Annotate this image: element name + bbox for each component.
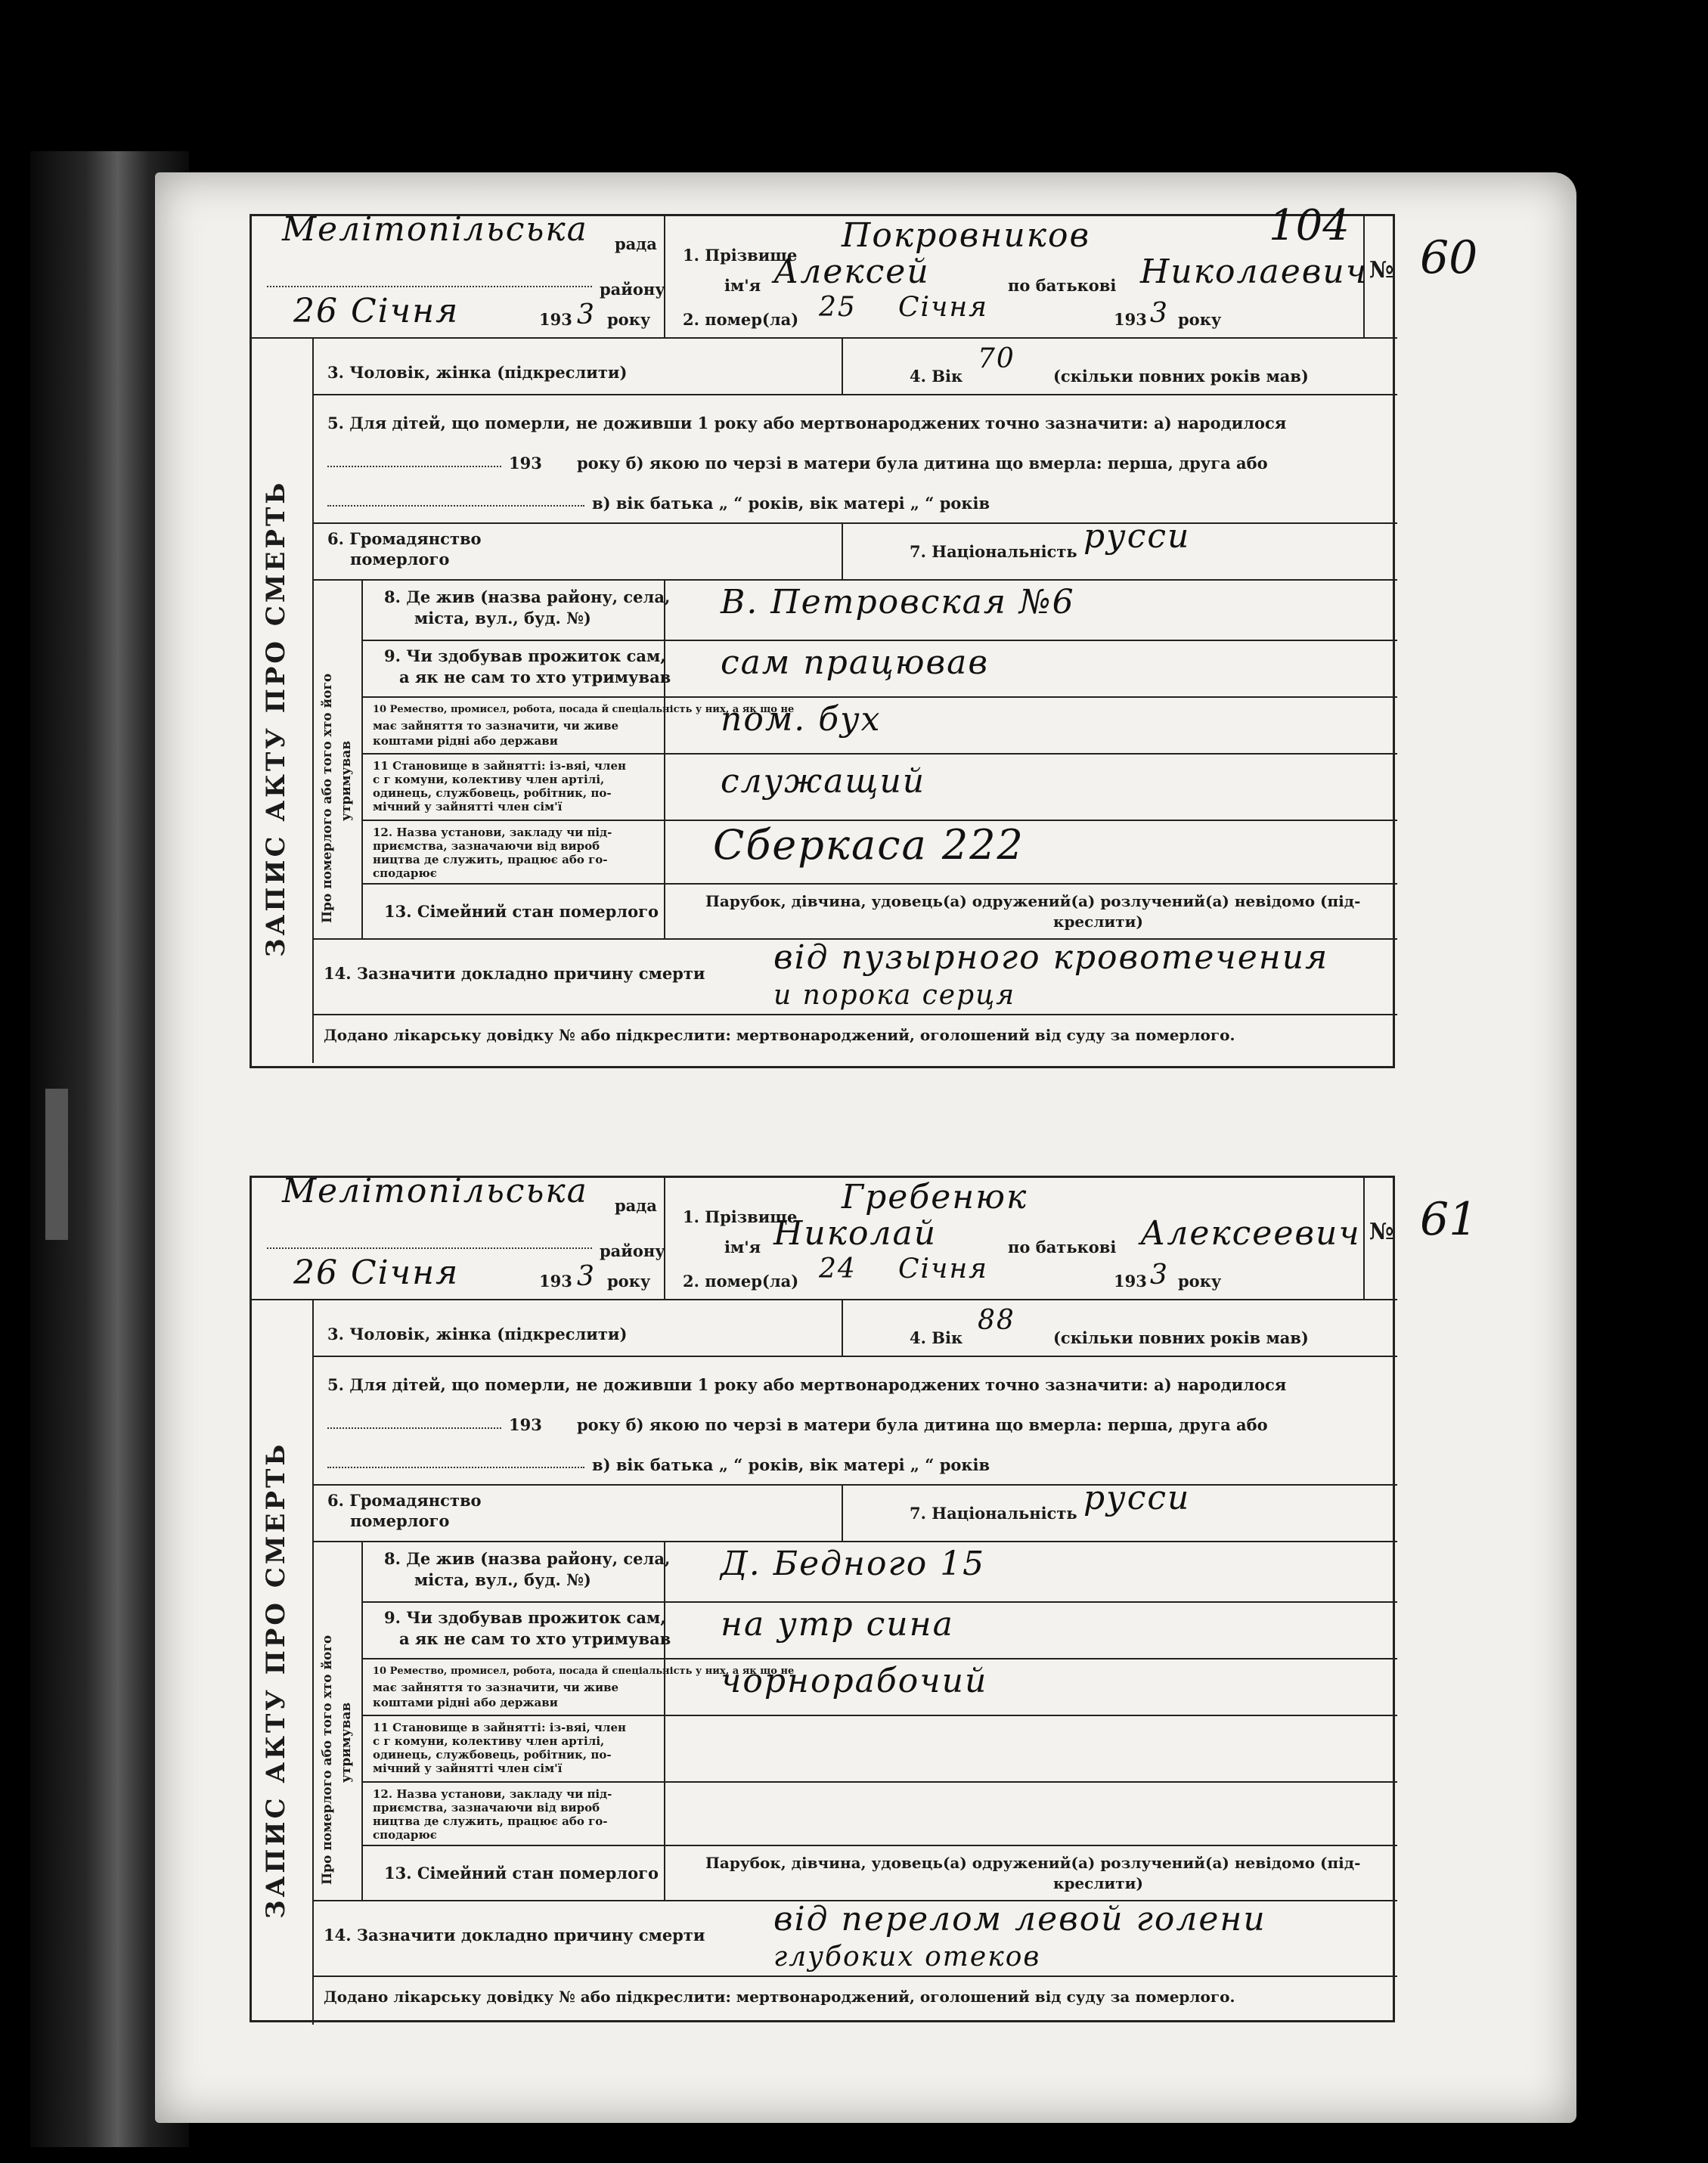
cause-handwriting-1: від перелом левой голени bbox=[773, 1900, 1266, 1938]
status-label-b: с г комуни, колективу член артілі, bbox=[373, 1734, 605, 1748]
child-question-line1: 5. Для дітей, що померли, не доживши 1 року або мертвонароджених точно зазначити: а) народилося bbox=[327, 1375, 1287, 1394]
age-suffix: (скільки повних років мав) bbox=[1053, 367, 1309, 386]
status-label-b: с г комуни, колективу член артілі, bbox=[373, 773, 605, 786]
year-prefix: 193 bbox=[539, 1272, 572, 1291]
marital-options-b: креслити) bbox=[1053, 913, 1143, 931]
nationality-label: 7. Національність bbox=[910, 542, 1077, 561]
certificate-footer: Додано лікарську довідку № або підкреслити: мертвонароджений, оголошений від суду за померлого. bbox=[324, 1988, 1235, 2006]
child-question-line3: в) вік батька „ “ років, вік матері „ “ років bbox=[592, 1455, 990, 1474]
number-label: № bbox=[1369, 1219, 1394, 1245]
occupation-label-a: 10 Ремество, промисел, робота, посада й спеціальність у них, а як що не bbox=[373, 1666, 795, 1677]
dotted-fill-line bbox=[327, 1427, 501, 1429]
died-year-label: року bbox=[1178, 310, 1222, 329]
citizenship-label-b: померлого bbox=[350, 1511, 450, 1530]
surname-handwriting: Гребенюк bbox=[842, 1178, 1028, 1216]
record-date-handwriting: 26 Січня bbox=[293, 292, 460, 330]
died-day-handwriting: 25 bbox=[819, 292, 857, 323]
surname-label: 1. Прізвище bbox=[683, 246, 798, 265]
marital-options-b: креслити) bbox=[1053, 1874, 1143, 1892]
residence-handwriting: В. Петровская №6 bbox=[721, 583, 1075, 621]
workplace-label-d: сподарює bbox=[373, 1828, 437, 1842]
status-label-a: 11 Становище в зайнятті: із-вяі, член bbox=[373, 759, 626, 773]
record-date-handwriting: 26 Січня bbox=[293, 1253, 460, 1292]
side-title: ЗАПИС АКТУ ПРО СМЕРТЬ bbox=[261, 1441, 291, 1919]
cause-label: 14. Зазначити докладно причину смерти bbox=[324, 1926, 705, 1945]
died-label: 2. помер(ла) bbox=[683, 1272, 799, 1291]
workplace-label-a: 12. Назва установи, закладу чи під- bbox=[373, 1787, 612, 1801]
workplace-handwriting: Сберкаса 222 bbox=[713, 821, 1024, 869]
form-rule bbox=[361, 883, 1397, 885]
form-rule bbox=[361, 1658, 1397, 1659]
status-label-d: мічний у зайнятті член сім'ї bbox=[373, 1762, 563, 1775]
dotted-fill-line bbox=[327, 466, 501, 467]
citizenship-label-a: 6. Громадянство bbox=[327, 529, 482, 548]
died-year-prefix: 193 bbox=[1114, 310, 1147, 329]
form-rule bbox=[361, 1715, 1397, 1716]
workplace-label-c: ництва де служить, працює або го- bbox=[373, 1814, 608, 1828]
number-handwriting: 61 bbox=[1420, 1193, 1478, 1246]
child-question-year: 193 bbox=[509, 454, 542, 473]
occupation-label-a: 10 Ремество, промисел, робота, посада й спеціальність у них, а як що не bbox=[373, 704, 795, 715]
age-handwriting: 70 bbox=[978, 343, 1015, 374]
died-month-handwriting: Січня bbox=[898, 1253, 989, 1284]
child-question-year: 193 bbox=[509, 1415, 542, 1434]
rada-label: рада bbox=[615, 234, 657, 253]
form-rule bbox=[312, 522, 1397, 524]
citizenship-label-a: 6. Громадянство bbox=[327, 1491, 482, 1510]
form-rule bbox=[361, 1781, 1397, 1783]
form-rule bbox=[312, 579, 1397, 581]
child-question-line1: 5. Для дітей, що померли, не доживши 1 року або мертвонароджених точно зазначити: а) народилося bbox=[327, 414, 1287, 432]
council-handwriting: Мелітопільська bbox=[282, 210, 588, 249]
workplace-label-b: приємства, зазначаючи від вироб bbox=[373, 1801, 600, 1814]
workplace-label-c: ництва де служить, працює або го- bbox=[373, 853, 608, 866]
side-label-b: утримував bbox=[339, 1702, 354, 1783]
died-year-handwriting: 3 bbox=[1150, 298, 1169, 329]
livelihood-handwriting: на утр сина bbox=[721, 1605, 954, 1644]
form-rule bbox=[842, 1484, 843, 1541]
dotted-fill-line bbox=[327, 505, 584, 507]
form-rule bbox=[312, 1484, 1397, 1486]
died-year-handwriting: 3 bbox=[1150, 1260, 1169, 1291]
form-rule bbox=[842, 337, 843, 394]
form-rule bbox=[361, 753, 1397, 755]
residence-label-b: міста, вул., буд. №) bbox=[414, 609, 591, 628]
form-rule bbox=[312, 1356, 1397, 1357]
workplace-label-d: сподарює bbox=[373, 866, 437, 880]
occupation-label-c: коштами рідні або держави bbox=[373, 1696, 558, 1709]
died-year-prefix: 193 bbox=[1114, 1272, 1147, 1291]
workplace-label-a: 12. Назва установи, закладу чи під- bbox=[373, 826, 612, 839]
marital-label: 13. Сімейний стан померлого bbox=[384, 902, 659, 921]
dotted-fill-line bbox=[327, 1467, 584, 1468]
status-handwriting: служащий bbox=[721, 762, 926, 801]
death-record-form-2 bbox=[250, 1172, 1478, 2022]
marital-label: 13. Сімейний стан померлого bbox=[384, 1864, 659, 1883]
age-handwriting: 88 bbox=[978, 1305, 1015, 1336]
form-rule bbox=[361, 1845, 1397, 1846]
cause-handwriting-2: и порока серця bbox=[773, 980, 1016, 1011]
name-handwriting: Алексей bbox=[773, 253, 930, 291]
form-rule bbox=[312, 1299, 314, 2025]
side-label-a: Про померлого або того хто його bbox=[320, 1635, 335, 1885]
name-handwriting: Николай bbox=[773, 1214, 938, 1253]
side-title: ЗАПИС АКТУ ПРО СМЕРТЬ bbox=[261, 479, 291, 957]
form-rule bbox=[252, 1299, 1397, 1300]
died-label: 2. помер(ла) bbox=[683, 310, 799, 329]
residence-label-a: 8. Де жив (назва району, села, bbox=[384, 1549, 671, 1568]
rada-label: рада bbox=[615, 1196, 657, 1215]
year-handwriting: 3 bbox=[577, 1261, 596, 1292]
died-day-handwriting: 24 bbox=[819, 1253, 857, 1284]
form-rule bbox=[361, 696, 1397, 698]
certificate-footer: Додано лікарську довідку № або підкреслити: мертвонароджений, оголошений від суду за померлого. bbox=[324, 1026, 1235, 1044]
livelihood-handwriting: сам працював bbox=[721, 643, 989, 682]
occupation-label-b: має зайняття то зазначити, чи живе bbox=[373, 1681, 619, 1694]
occupation-label-b: має зайняття то зазначити, чи живе bbox=[373, 719, 619, 733]
patronymic-label: по батькові bbox=[1008, 1238, 1117, 1257]
workplace-label-b: приємства, зазначаючи від вироб bbox=[373, 839, 600, 853]
cause-label: 14. Зазначити докладно причину смерти bbox=[324, 964, 705, 983]
status-label-c: одинець, службовець, робітник, по- bbox=[373, 1748, 612, 1762]
form-rule bbox=[252, 337, 1397, 339]
marital-options: Парубок, дівчина, удовець(а) одружений(а) розлучений(а) невідомо (під- bbox=[705, 892, 1361, 910]
cause-handwriting-1: від пузырного кровотечения bbox=[773, 938, 1329, 977]
occupation-label-c: коштами рідні або держави bbox=[373, 734, 558, 748]
year-label: року bbox=[607, 1272, 651, 1291]
marital-options: Парубок, дівчина, удовець(а) одружений(а) розлучений(а) невідомо (під- bbox=[705, 1854, 1361, 1872]
district-label: району bbox=[600, 280, 665, 299]
residence-label-b: міста, вул., буд. №) bbox=[414, 1570, 591, 1589]
sex-question: 3. Чоловік, жінка (підкреслити) bbox=[327, 1325, 628, 1343]
nationality-label: 7. Національність bbox=[910, 1504, 1077, 1523]
form-rule bbox=[312, 1541, 1397, 1542]
livelihood-label-a: 9. Чи здобував прожиток сам, bbox=[384, 646, 666, 665]
binding-strip bbox=[45, 1089, 68, 1240]
citizenship-label-b: померлого bbox=[350, 550, 450, 569]
form-rule bbox=[361, 640, 1397, 641]
form-rule bbox=[361, 1601, 1397, 1603]
patronymic-label: по батькові bbox=[1008, 276, 1117, 295]
form-rule bbox=[1363, 1178, 1365, 1299]
side-label-b: утримував bbox=[339, 740, 354, 821]
cause-handwriting-2: глубоких отеков bbox=[773, 1941, 1041, 1972]
child-question-line2: року б) якою по черзі в матери була дитина що вмерла: перша, друга або bbox=[577, 1415, 1268, 1434]
council-handwriting: Мелітопільська bbox=[282, 1172, 588, 1210]
patronymic-handwriting: Алексеевич bbox=[1140, 1214, 1361, 1253]
year-label: року bbox=[607, 310, 651, 329]
occupation-handwriting: чорнорабочий bbox=[721, 1662, 988, 1700]
child-question-line3: в) вік батька „ “ років, вік матері „ “ років bbox=[592, 494, 990, 513]
sex-question: 3. Чоловік, жінка (підкреслити) bbox=[327, 363, 628, 382]
died-year-label: року bbox=[1178, 1272, 1222, 1291]
age-suffix: (скільки повних років мав) bbox=[1053, 1328, 1309, 1347]
residence-label-a: 8. Де жив (назва району, села, bbox=[384, 587, 671, 606]
name-label: ім'я bbox=[724, 276, 761, 295]
form-rule bbox=[664, 216, 665, 337]
nationality-handwriting: русси bbox=[1083, 1479, 1191, 1517]
form-rule bbox=[842, 1299, 843, 1356]
year-prefix: 193 bbox=[539, 310, 572, 329]
died-month-handwriting: Січня bbox=[898, 292, 989, 323]
dotted-fill-line bbox=[267, 286, 592, 287]
number-label: № bbox=[1369, 257, 1394, 284]
death-record-form-1 bbox=[250, 201, 1478, 1068]
livelihood-label-b: а як не сам то хто утримував bbox=[399, 1629, 671, 1648]
age-label: 4. Вік bbox=[910, 367, 963, 386]
record-number-handwriting: 104 bbox=[1269, 201, 1350, 250]
surname-label: 1. Прізвище bbox=[683, 1207, 798, 1226]
livelihood-label-a: 9. Чи здобував прожиток сам, bbox=[384, 1608, 666, 1627]
form-rule bbox=[842, 522, 843, 579]
livelihood-label-b: а як не сам то хто утримував bbox=[399, 668, 671, 686]
occupation-handwriting: пом. бух bbox=[721, 700, 882, 739]
status-label-d: мічний у зайнятті член сім'ї bbox=[373, 800, 563, 813]
name-label: ім'я bbox=[724, 1238, 761, 1257]
form-rule bbox=[312, 337, 314, 1063]
age-label: 4. Вік bbox=[910, 1328, 963, 1347]
form-rule bbox=[312, 1014, 1397, 1015]
side-label-a: Про померлого або того хто його bbox=[320, 673, 335, 923]
status-label-a: 11 Становище в зайнятті: із-вяі, член bbox=[373, 1721, 626, 1734]
residence-handwriting: Д. Бедного 15 bbox=[721, 1545, 986, 1583]
form-rule bbox=[664, 1178, 665, 1299]
number-handwriting: 60 bbox=[1420, 231, 1478, 284]
dotted-fill-line bbox=[267, 1247, 592, 1249]
patronymic-handwriting: Николаевич bbox=[1140, 253, 1369, 291]
form-rule bbox=[312, 1976, 1397, 1977]
child-question-line2: року б) якою по черзі в матери була дитина що вмерла: перша, друга або bbox=[577, 454, 1268, 473]
year-handwriting: 3 bbox=[577, 299, 596, 330]
form-rule bbox=[312, 394, 1397, 395]
nationality-handwriting: русси bbox=[1083, 517, 1191, 556]
status-label-c: одинець, службовець, робітник, по- bbox=[373, 786, 612, 800]
district-label: району bbox=[600, 1241, 665, 1260]
surname-handwriting: Покровников bbox=[842, 216, 1091, 255]
